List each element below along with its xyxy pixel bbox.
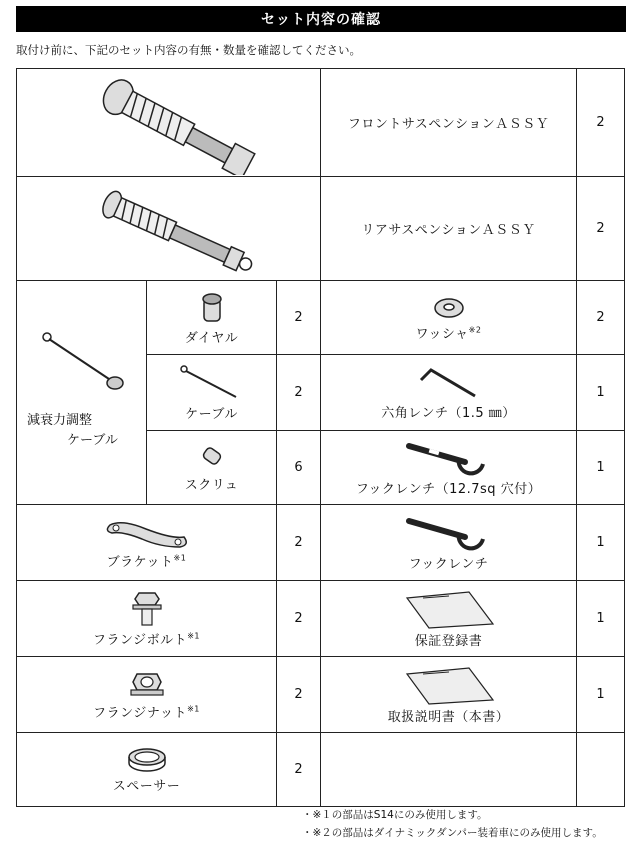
dial-illustration: [192, 289, 232, 327]
rear-suspension-illustration: [17, 179, 317, 279]
section-title: セット内容の確認: [16, 6, 626, 32]
flange-nut-name: フランジナット$^{※1}$: [93, 704, 200, 721]
spacer-name: スペーサー: [112, 779, 181, 794]
rear-suspension-qty: 2: [577, 177, 625, 281]
manual-qty: 1: [577, 657, 625, 733]
manual-name: 取扱説明書（本書）: [387, 710, 510, 725]
note-2: ・※２の部品はダイナミックダンパー装着車にのみ使用します。: [302, 827, 603, 839]
cable-cell: [147, 355, 277, 431]
cable-name: ケーブル: [185, 407, 238, 422]
table-row: [17, 581, 625, 657]
damper-cable-label-line1: 減衰力調整: [27, 413, 93, 428]
rear-suspension-name: リアサスペンションＡＳＳＹ: [321, 177, 577, 281]
rear-suspension-image-cell: [17, 177, 321, 281]
flange-bolt-illustration: [127, 589, 167, 629]
warranty-card-name: 保証登録書: [414, 634, 483, 649]
note-1: ・※１の部品はS14にのみ使用します。: [302, 809, 488, 821]
hex-wrench-name: 六角レンチ（1.5 ㎜）: [381, 406, 516, 421]
flange-nut-cell: [17, 657, 277, 733]
dial-name: ダイヤル: [184, 331, 239, 346]
bracket-name: ブラケット$^{※1}$: [106, 553, 187, 570]
table-row: [17, 505, 625, 581]
intro-text: 取付け前に、下記のセット内容の有無・数量を確認してください。: [16, 43, 361, 57]
flange-bolt-cell: [17, 581, 277, 657]
manual-cell: [321, 657, 577, 733]
front-suspension-name: フロントサスペンションＡＳＳＹ: [321, 69, 577, 177]
washer-cell: [321, 281, 577, 355]
warranty-card-illustration: [399, 588, 499, 630]
screw-illustration: [192, 442, 232, 474]
bracket-qty: 2: [277, 505, 321, 581]
hook-wrench-hole-illustration: [399, 438, 499, 478]
dial-cell: [147, 281, 277, 355]
bracket-cell: [17, 505, 277, 581]
damper-cable-group-cell: [17, 281, 147, 505]
spacer-cell: [17, 733, 277, 807]
hook-wrench-name: フックレンチ: [408, 557, 489, 572]
cable-illustration: [172, 363, 252, 403]
washer-qty: 2: [577, 281, 625, 355]
hex-wrench-illustration: [409, 364, 489, 402]
washer-illustration: [429, 293, 469, 323]
flange-nut-illustration: [127, 668, 167, 702]
table-row: [17, 657, 625, 733]
front-suspension-image-cell: [17, 69, 321, 177]
hook-wrench-qty: 1: [577, 505, 625, 581]
dial-qty: 2: [277, 281, 321, 355]
cable-qty: 2: [277, 355, 321, 431]
front-suspension-illustration: [17, 71, 317, 175]
warranty-card-qty: 1: [577, 581, 625, 657]
hook-wrench-hole-qty: 1: [577, 431, 625, 505]
table-row: [17, 69, 625, 177]
hex-wrench-qty: 1: [577, 355, 625, 431]
hook-wrench-cell: [321, 505, 577, 581]
table-row: [17, 281, 625, 355]
hex-wrench-cell: [321, 355, 577, 431]
screw-name: スクリュ: [184, 478, 239, 493]
hook-wrench-hole-name: フックレンチ（12.7sq 穴付）: [355, 482, 542, 497]
table-row: [17, 733, 625, 807]
flange-bolt-qty: 2: [277, 581, 321, 657]
flange-bolt-name: フランジボルト$^{※1}$: [93, 631, 200, 648]
parts-table: [16, 68, 625, 807]
washer-name: ワッシャ$^{※2}$: [415, 325, 482, 342]
front-suspension-qty: 2: [577, 69, 625, 177]
notes: [302, 806, 603, 842]
table-row: [17, 177, 625, 281]
manual-illustration: [399, 664, 499, 706]
spacer-qty: 2: [277, 733, 321, 807]
hook-wrench-hole-cell: [321, 431, 577, 505]
flange-nut-qty: 2: [277, 657, 321, 733]
bracket-illustration: [102, 515, 192, 551]
screw-qty: 6: [277, 431, 321, 505]
screw-cell: [147, 431, 277, 505]
damper-cable-label-line2: ケーブル: [67, 433, 118, 448]
warranty-card-cell: [321, 581, 577, 657]
spacer-illustration: [122, 745, 172, 775]
empty-qty-cell: [577, 733, 625, 807]
damper-cable-illustration: [17, 317, 145, 397]
empty-cell: [321, 733, 577, 807]
hook-wrench-illustration: [399, 513, 499, 553]
